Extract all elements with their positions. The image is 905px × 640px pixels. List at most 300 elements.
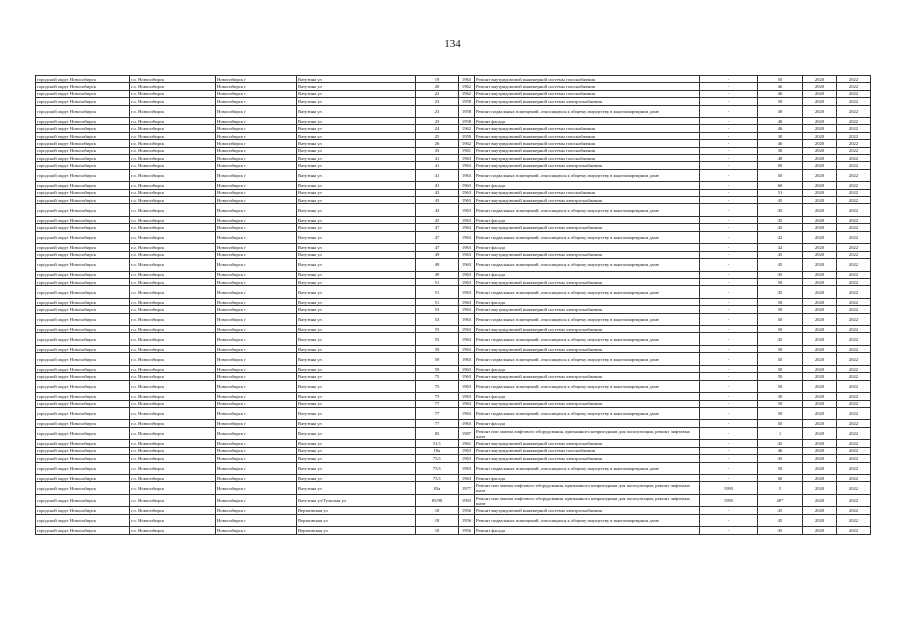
wear-cell: 1 — [758, 427, 803, 440]
district-cell: г.о. Новосибирск — [130, 259, 216, 272]
table-row — [36, 420, 871, 427]
district-cell: г.о. Новосибирск — [130, 76, 216, 83]
table-row — [36, 306, 871, 313]
street-cell: Ватутина ул — [297, 83, 416, 90]
wear-cell: 50 — [758, 278, 803, 285]
municipality-cell: городской округ Новосибирск — [36, 326, 130, 333]
table-row — [36, 140, 871, 147]
district-cell: г.о. Новосибирск — [130, 427, 216, 440]
city-cell: Новосибирск г — [216, 420, 297, 427]
last-repair-cell: - — [700, 507, 758, 514]
wear-cell: 45 — [758, 216, 803, 223]
start-year-cell: 2020 — [803, 244, 837, 251]
city-cell: Новосибирск г — [216, 147, 297, 154]
wear-cell: 50 — [758, 407, 803, 420]
end-year-cell: 2022 — [837, 494, 871, 507]
wear-cell: 45 — [758, 514, 803, 527]
end-year-cell: 2022 — [837, 353, 871, 366]
start-year-cell: 2020 — [803, 298, 837, 305]
wear-cell: 5 — [758, 482, 803, 495]
municipality-cell: городской округ Новосибирск — [36, 393, 130, 400]
district-cell: г.о. Новосибирск — [130, 83, 216, 90]
table-row — [36, 105, 871, 118]
work-type-cell: Ремонт фасада — [475, 527, 700, 534]
city-cell: Новосибирск г — [216, 278, 297, 285]
city-cell: Новосибирск г — [216, 132, 297, 139]
district-cell: г.о. Новосибирск — [130, 353, 216, 366]
city-cell: Новосибирск г — [216, 244, 297, 251]
start-year-cell: 2020 — [803, 393, 837, 400]
wear-cell: 46 — [758, 83, 803, 90]
table-row — [36, 90, 871, 97]
last-repair-cell: - — [700, 455, 758, 462]
table-row — [36, 400, 871, 407]
last-repair-cell: - — [700, 298, 758, 305]
house-cell: 55 — [416, 326, 459, 333]
house-cell: 83а — [416, 482, 459, 495]
last-repair-cell: - — [700, 333, 758, 346]
end-year-cell: 2022 — [837, 182, 871, 189]
last-repair-cell: - — [700, 393, 758, 400]
street-cell: Ватутина ул — [297, 244, 416, 251]
municipality-cell: городской округ Новосибирск — [36, 507, 130, 514]
street-cell: Ватутина ул — [297, 189, 416, 196]
year-built-cell: 1963 — [459, 76, 475, 83]
last-repair-cell: - — [700, 271, 758, 278]
house-cell: 41 — [416, 169, 459, 182]
start-year-cell: 2020 — [803, 204, 837, 217]
street-cell: Ватутина ул — [297, 345, 416, 352]
municipality-cell: городской округ Новосибирск — [36, 182, 130, 189]
municipality-cell: городской округ Новосибирск — [36, 278, 130, 285]
city-cell: Новосибирск г — [216, 90, 297, 97]
city-cell: Новосибирск г — [216, 162, 297, 169]
city-cell: Новосибирск г — [216, 83, 297, 90]
start-year-cell: 2020 — [803, 345, 837, 352]
year-built-cell: 1963 — [459, 189, 475, 196]
city-cell: Новосибирск г — [216, 286, 297, 299]
table-row — [36, 231, 871, 244]
house-cell: 53 — [416, 306, 459, 313]
last-repair-cell: - — [700, 189, 758, 196]
district-cell: г.о. Новосибирск — [130, 132, 216, 139]
house-cell: 55 — [416, 333, 459, 346]
start-year-cell: 2020 — [803, 216, 837, 223]
start-year-cell: 2020 — [803, 462, 837, 475]
start-year-cell: 2020 — [803, 527, 837, 534]
start-year-cell: 2020 — [803, 224, 837, 231]
municipality-cell: городской округ Новосибирск — [36, 380, 130, 393]
district-cell: г.о. Новосибирск — [130, 105, 216, 118]
district-cell: г.о. Новосибирск — [130, 197, 216, 204]
year-built-cell: 1963 — [459, 393, 475, 400]
end-year-cell: 2022 — [837, 169, 871, 182]
house-cell: 53 — [416, 313, 459, 326]
table-row — [36, 271, 871, 278]
district-cell: г.о. Новосибирск — [130, 440, 216, 447]
last-repair-cell: - — [700, 345, 758, 352]
table-row — [36, 83, 871, 90]
table-row — [36, 345, 871, 352]
wear-cell: 50 — [758, 306, 803, 313]
year-built-cell: 1958 — [459, 98, 475, 105]
last-repair-cell: - — [700, 278, 758, 285]
work-type-cell: Ремонт внутридомовой инженерной системы электроснабжения — [475, 224, 700, 231]
start-year-cell: 2020 — [803, 259, 837, 272]
street-cell: Ватутина ул — [297, 447, 416, 454]
house-cell: 23 — [416, 98, 459, 105]
year-built-cell: 1963 — [459, 197, 475, 204]
district-cell: г.о. Новосибирск — [130, 527, 216, 534]
table-row — [36, 259, 871, 272]
house-cell: 75 — [416, 380, 459, 393]
year-built-cell: 1963 — [459, 286, 475, 299]
house-cell: 23 — [416, 118, 459, 125]
wear-cell: 50 — [758, 98, 803, 105]
capital-repair-table — [35, 75, 871, 535]
street-cell: Ватутина ул — [297, 455, 416, 462]
district-cell: г.о. Новосибирск — [130, 400, 216, 407]
year-built-cell: 1956 — [459, 514, 475, 527]
start-year-cell: 2020 — [803, 313, 837, 326]
house-cell: 51 — [416, 278, 459, 285]
year-built-cell: 1962 — [459, 83, 475, 90]
table-row — [36, 169, 871, 182]
end-year-cell: 2022 — [837, 400, 871, 407]
wear-cell: 45 — [758, 333, 803, 346]
last-repair-cell: - — [700, 224, 758, 231]
municipality-cell: городской округ Новосибирск — [36, 259, 130, 272]
house-cell: 43 — [416, 189, 459, 196]
year-built-cell: 1963 — [459, 333, 475, 346]
street-cell: Ватутина ул — [297, 118, 416, 125]
street-cell: Ватутина ул — [297, 286, 416, 299]
house-cell: 43 — [416, 197, 459, 204]
district-cell: г.о. Новосибирск — [130, 231, 216, 244]
end-year-cell: 2022 — [837, 427, 871, 440]
house-cell: 83 — [416, 427, 459, 440]
municipality-cell: городской округ Новосибирск — [36, 132, 130, 139]
last-repair-cell: - — [700, 475, 758, 482]
house-cell: 59 — [416, 353, 459, 366]
table-row — [36, 365, 871, 372]
wear-cell: 50 — [758, 462, 803, 475]
house-cell: 75/1 — [416, 462, 459, 475]
street-cell: Ватутина ул — [297, 380, 416, 393]
street-cell: Ватутина ул — [297, 333, 416, 346]
table-body — [36, 76, 871, 535]
district-cell: г.о. Новосибирск — [130, 189, 216, 196]
city-cell: Новосибирск г — [216, 216, 297, 223]
start-year-cell: 2020 — [803, 407, 837, 420]
work-type-cell: Ремонт фасада — [475, 298, 700, 305]
city-cell: Новосибирск г — [216, 306, 297, 313]
work-type-cell: Ремонт внутридомовой инженерной системы газоснабжения — [475, 447, 700, 454]
street-cell: Ватутина ул — [297, 224, 416, 231]
end-year-cell: 2022 — [837, 204, 871, 217]
district-cell: г.о. Новосибирск — [130, 482, 216, 495]
municipality-cell: городской округ Новосибирск — [36, 90, 130, 97]
city-cell: Новосибирск г — [216, 507, 297, 514]
table-row — [36, 98, 871, 105]
municipality-cell: городской округ Новосибирск — [36, 244, 130, 251]
street-cell: Ватутина ул — [297, 278, 416, 285]
house-cell: 51 — [416, 286, 459, 299]
wear-cell: 45 — [758, 271, 803, 278]
municipality-cell: городской округ Новосибирск — [36, 514, 130, 527]
street-cell: Ватутина ул — [297, 306, 416, 313]
start-year-cell: 2020 — [803, 231, 837, 244]
work-type-cell: Ремонт или замена лифтового оборудования, признанного непригодным для эксплуатации, ремонт лифтовых шахт — [475, 494, 700, 507]
end-year-cell: 2022 — [837, 125, 871, 132]
year-built-cell: 1963 — [459, 380, 475, 393]
year-built-cell: 1963 — [459, 420, 475, 427]
end-year-cell: 2022 — [837, 475, 871, 482]
end-year-cell: 2022 — [837, 407, 871, 420]
year-built-cell: 1956 — [459, 527, 475, 534]
street-cell: Ватутина ул — [297, 169, 416, 182]
street-cell: Ватутина ул — [297, 393, 416, 400]
work-type-cell: Ремонт или замена лифтового оборудования, признанного непригодным для эксплуатации, ремонт лифтовых шахт — [475, 427, 700, 440]
last-repair-cell: 1995 — [700, 482, 758, 495]
table-row — [36, 251, 871, 258]
year-built-cell: 1963 — [459, 475, 475, 482]
municipality-cell: городской округ Новосибирск — [36, 462, 130, 475]
end-year-cell: 2022 — [837, 507, 871, 514]
city-cell: Новосибирск г — [216, 189, 297, 196]
year-built-cell: 1977 — [459, 482, 475, 495]
municipality-cell: городской округ Новосибирск — [36, 353, 130, 366]
end-year-cell: 2022 — [837, 313, 871, 326]
year-built-cell: 1993 — [459, 494, 475, 507]
street-cell: Ватутина ул — [297, 353, 416, 366]
district-cell: г.о. Новосибирск — [130, 147, 216, 154]
table-row — [36, 182, 871, 189]
start-year-cell: 2020 — [803, 125, 837, 132]
last-repair-cell: - — [700, 373, 758, 380]
street-cell: Ватутина ул — [297, 147, 416, 154]
end-year-cell: 2022 — [837, 462, 871, 475]
end-year-cell: 2022 — [837, 455, 871, 462]
street-cell: Ватутина ул — [297, 140, 416, 147]
street-cell: Ватутина ул — [297, 105, 416, 118]
house-cell: 18а — [416, 447, 459, 454]
work-type-cell: Ремонт фасада — [475, 365, 700, 372]
last-repair-cell: - — [700, 427, 758, 440]
district-cell: г.о. Новосибирск — [130, 155, 216, 162]
year-built-cell: 1963 — [459, 365, 475, 372]
year-built-cell: 1958 — [459, 132, 475, 139]
last-repair-cell: - — [700, 216, 758, 223]
end-year-cell: 2022 — [837, 365, 871, 372]
municipality-cell: городской округ Новосибирск — [36, 494, 130, 507]
district-cell: г.о. Новосибирск — [130, 393, 216, 400]
city-cell: Новосибирск г — [216, 313, 297, 326]
start-year-cell: 2020 — [803, 90, 837, 97]
year-built-cell: 1963 — [459, 224, 475, 231]
last-repair-cell: - — [700, 447, 758, 454]
start-year-cell: 2020 — [803, 147, 837, 154]
work-type-cell: Ремонт подвальных помещений, относящихся к общему имуществу в многоквартирном доме — [475, 286, 700, 299]
house-cell: 49 — [416, 251, 459, 258]
work-type-cell: Ремонт фасада — [475, 475, 700, 482]
table-row — [36, 393, 871, 400]
city-cell: Новосибирск г — [216, 298, 297, 305]
start-year-cell: 2020 — [803, 447, 837, 454]
district-cell: г.о. Новосибирск — [130, 90, 216, 97]
city-cell: Новосибирск г — [216, 76, 297, 83]
house-cell: 19 — [416, 76, 459, 83]
street-cell: Ватутина ул — [297, 373, 416, 380]
table-row — [36, 373, 871, 380]
district-cell: г.о. Новосибирск — [130, 125, 216, 132]
work-type-cell: Ремонт внутридомовой инженерной системы газоснабжения — [475, 140, 700, 147]
city-cell: Новосибирск г — [216, 259, 297, 272]
city-cell: Новосибирск г — [216, 447, 297, 454]
municipality-cell: городской округ Новосибирск — [36, 231, 130, 244]
start-year-cell: 2020 — [803, 373, 837, 380]
house-cell: 26 — [416, 140, 459, 147]
work-type-cell: Ремонт подвальных помещений, относящихся к общему имуществу в многоквартирном доме — [475, 259, 700, 272]
wear-cell: 50 — [758, 169, 803, 182]
street-cell: Ватутина ул — [297, 90, 416, 97]
district-cell: г.о. Новосибирск — [130, 216, 216, 223]
work-type-cell: Ремонт внутридомовой инженерной системы электроснабжения — [475, 162, 700, 169]
year-built-cell: 1963 — [459, 182, 475, 189]
district-cell: г.о. Новосибирск — [130, 98, 216, 105]
district-cell: г.о. Новосибирск — [130, 365, 216, 372]
city-cell: Новосибирск г — [216, 125, 297, 132]
work-type-cell: Ремонт фасада — [475, 420, 700, 427]
start-year-cell: 2020 — [803, 83, 837, 90]
last-repair-cell: - — [700, 462, 758, 475]
house-cell: 23 — [416, 105, 459, 118]
last-repair-cell: - — [700, 125, 758, 132]
municipality-cell: городской округ Новосибирск — [36, 427, 130, 440]
year-built-cell: 1963 — [459, 306, 475, 313]
end-year-cell: 2022 — [837, 83, 871, 90]
house-cell: 47 — [416, 231, 459, 244]
city-cell: Новосибирск г — [216, 527, 297, 534]
table-row — [36, 455, 871, 462]
work-type-cell: Ремонт внутридомовой инженерной системы электроснабжения — [475, 373, 700, 380]
work-type-cell: Ремонт внутридомовой инженерной системы электроснабжения — [475, 507, 700, 514]
year-built-cell: 1963 — [459, 407, 475, 420]
last-repair-cell: - — [700, 259, 758, 272]
start-year-cell: 2020 — [803, 306, 837, 313]
table-row — [36, 76, 871, 83]
wear-cell: 50 — [758, 373, 803, 380]
work-type-cell: Ремонт подвальных помещений, относящихся к общему имуществу в многоквартирном доме — [475, 313, 700, 326]
last-repair-cell: - — [700, 286, 758, 299]
house-cell: 75 — [416, 393, 459, 400]
wear-cell: 45 — [758, 204, 803, 217]
year-built-cell: 1961 — [459, 440, 475, 447]
last-repair-cell: - — [700, 105, 758, 118]
city-cell: Новосибирск г — [216, 224, 297, 231]
work-type-cell: Ремонт фасада — [475, 216, 700, 223]
table-row — [36, 494, 871, 507]
table-row — [36, 216, 871, 223]
district-cell: г.о. Новосибирск — [130, 373, 216, 380]
table-row — [36, 427, 871, 440]
municipality-cell: городской округ Новосибирск — [36, 76, 130, 83]
wear-cell: 30 — [758, 147, 803, 154]
street-cell: Ватутина ул — [297, 462, 416, 475]
table-row — [36, 482, 871, 495]
municipality-cell: городской округ Новосибирск — [36, 482, 130, 495]
year-built-cell: 1963 — [459, 455, 475, 462]
city-cell: Новосибирск г — [216, 353, 297, 366]
table-row — [36, 462, 871, 475]
work-type-cell: Ремонт подвальных помещений, относящихся к общему имуществу в многоквартирном доме — [475, 462, 700, 475]
street-cell: Вертковская ул — [297, 514, 416, 527]
start-year-cell: 2020 — [803, 197, 837, 204]
city-cell: Новосибирск г — [216, 98, 297, 105]
district-cell: г.о. Новосибирск — [130, 286, 216, 299]
municipality-cell: городской округ Новосибирск — [36, 204, 130, 217]
municipality-cell: городской округ Новосибирск — [36, 162, 130, 169]
end-year-cell: 2022 — [837, 345, 871, 352]
district-cell: г.о. Новосибирск — [130, 494, 216, 507]
work-type-cell: Ремонт внутридомовой инженерной системы электроснабжения — [475, 278, 700, 285]
last-repair-cell: - — [700, 197, 758, 204]
district-cell: г.о. Новосибирск — [130, 224, 216, 231]
work-type-cell: Ремонт фасада — [475, 118, 700, 125]
wear-cell: 45 — [758, 455, 803, 462]
wear-cell: 42 — [758, 244, 803, 251]
table-row — [36, 244, 871, 251]
municipality-cell: городской округ Новосибирск — [36, 373, 130, 380]
street-cell: Ватутина ул — [297, 271, 416, 278]
work-type-cell: Ремонт внутридомовой инженерной системы газоснабжения — [475, 76, 700, 83]
start-year-cell: 2020 — [803, 514, 837, 527]
end-year-cell: 2022 — [837, 447, 871, 454]
last-repair-cell: - — [700, 365, 758, 372]
year-built-cell: 1963 — [459, 271, 475, 278]
work-type-cell: Ремонт внутридомовой инженерной системы электроснабжения — [475, 400, 700, 407]
street-cell: Ватутина ул — [297, 482, 416, 495]
city-cell: Новосибирск г — [216, 427, 297, 440]
last-repair-cell: - — [700, 76, 758, 83]
table-row — [36, 475, 871, 482]
table-row — [36, 380, 871, 393]
last-repair-cell: - — [700, 251, 758, 258]
wear-cell: 60 — [758, 162, 803, 169]
end-year-cell: 2022 — [837, 162, 871, 169]
work-type-cell: Ремонт фасада — [475, 393, 700, 400]
municipality-cell: городской округ Новосибирск — [36, 118, 130, 125]
table-row — [36, 447, 871, 454]
year-built-cell: 1962 — [459, 140, 475, 147]
work-type-cell: Ремонт подвальных помещений, относящихся к общему имуществу в многоквартирном доме — [475, 407, 700, 420]
municipality-cell: городской округ Новосибирск — [36, 98, 130, 105]
last-repair-cell: - — [700, 514, 758, 527]
start-year-cell: 2020 — [803, 98, 837, 105]
year-built-cell: 1956 — [459, 507, 475, 514]
city-cell: Новосибирск г — [216, 326, 297, 333]
table-row — [36, 162, 871, 169]
last-repair-cell: - — [700, 400, 758, 407]
street-cell: Ватутина ул — [297, 216, 416, 223]
work-type-cell: Ремонт фасада — [475, 244, 700, 251]
municipality-cell: городской округ Новосибирск — [36, 407, 130, 420]
last-repair-cell: - — [700, 407, 758, 420]
wear-cell: 45 — [758, 527, 803, 534]
city-cell: Новосибирск г — [216, 365, 297, 372]
street-cell: Ватутина ул — [297, 76, 416, 83]
city-cell: Новосибирск г — [216, 169, 297, 182]
